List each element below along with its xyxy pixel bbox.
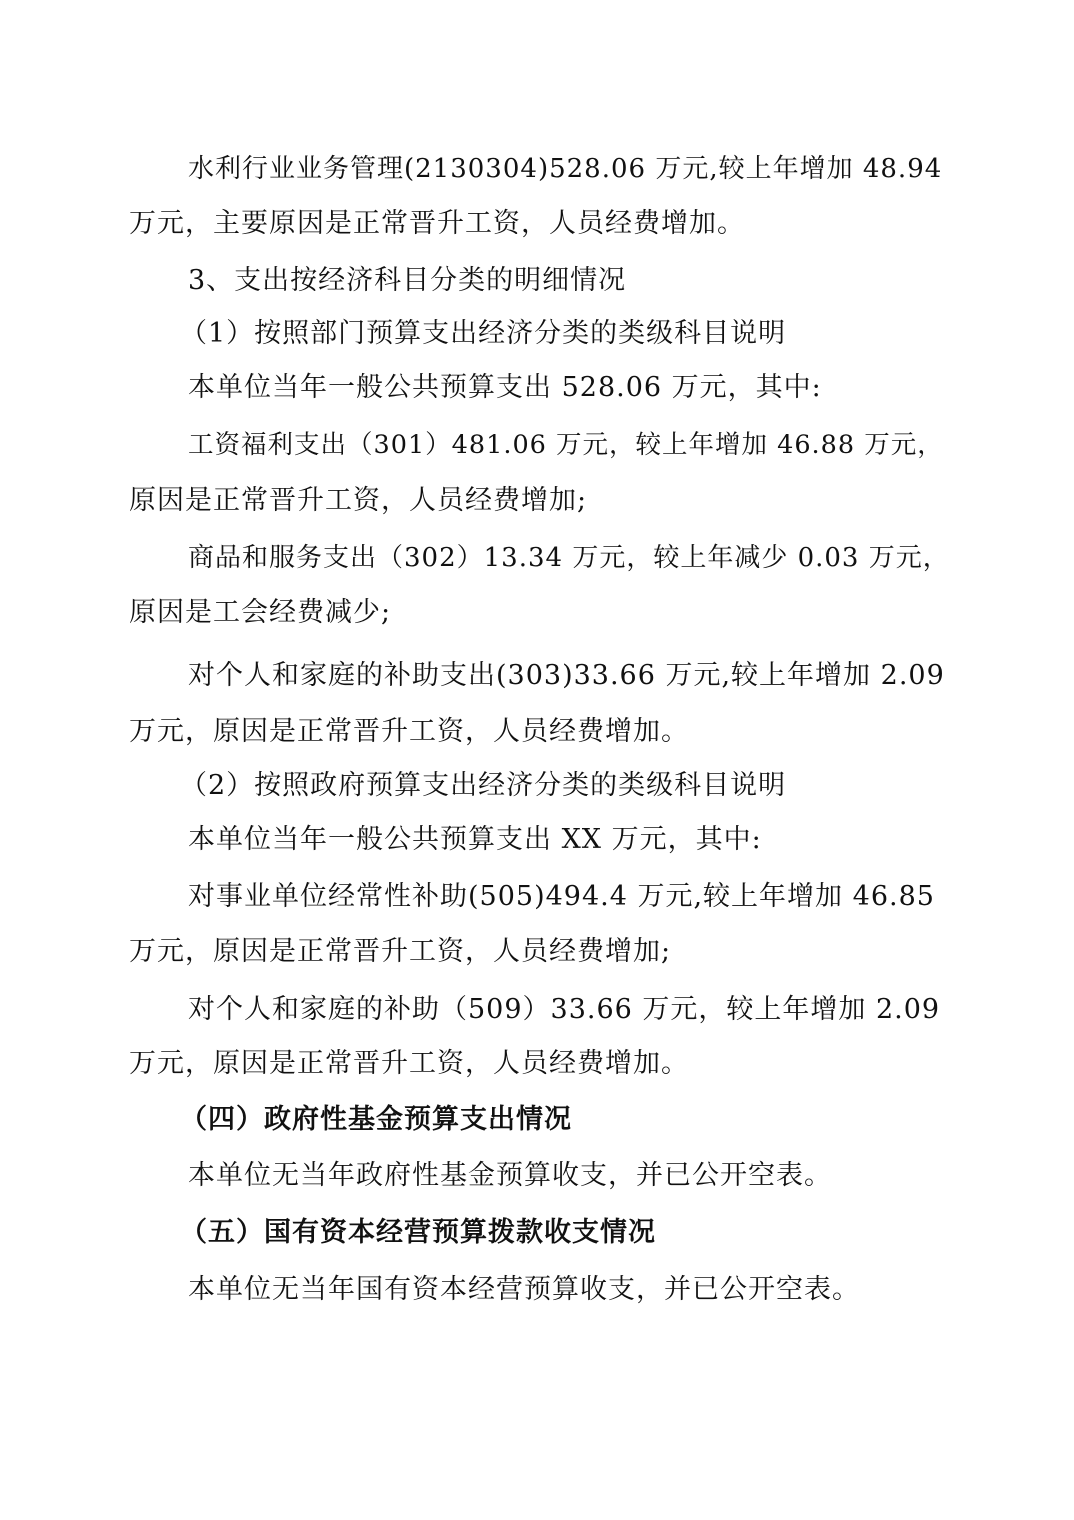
section-heading: 3、支出按经济科目分类的明细情况	[188, 265, 627, 296]
paragraph-line: 本单位无当年政府性基金预算收支，并已公开空表。	[188, 1160, 832, 1191]
paragraph-line: 原因是工会经费减少;	[129, 597, 392, 628]
paragraph-line: 万元，主要原因是正常晋升工资，人员经费增加。	[129, 208, 745, 239]
section-heading-bold: （五）国有资本经营预算拨款收支情况	[180, 1217, 656, 1248]
subsection-heading: （2）按照政府预算支出经济分类的类级科目说明	[180, 770, 787, 801]
paragraph-line: 商品和服务支出（302）13.34 万元，较上年减少 0.03 万元，	[188, 543, 950, 573]
paragraph-line: 对个人和家庭的补助（509）33.66 万元，较上年增加 2.09	[188, 994, 941, 1025]
paragraph-line: 本单位无当年国有资本经营预算收支，并已公开空表。	[188, 1274, 860, 1305]
section-heading-bold: （四）政府性基金预算支出情况	[180, 1104, 572, 1135]
paragraph-line: 本单位当年一般公共预算支出 528.06 万元，其中:	[188, 372, 822, 403]
paragraph-line: 本单位当年一般公共预算支出 XX 万元，其中:	[188, 824, 762, 855]
paragraph-line: 水利行业业务管理(2130304)528.06 万元,较上年增加 48.94	[188, 154, 943, 184]
paragraph-line: 万元，原因是正常晋升工资，人员经费增加。	[129, 716, 689, 747]
paragraph-line: 万元，原因是正常晋升工资，人员经费增加;	[129, 936, 672, 967]
paragraph-line: 对事业单位经常性补助(505)494.4 万元,较上年增加 46.85	[188, 881, 935, 912]
subsection-heading: （1）按照部门预算支出经济分类的类级科目说明	[180, 318, 787, 349]
paragraph-line: 对个人和家庭的补助支出(303)33.66 万元,较上年增加 2.09	[188, 660, 945, 691]
paragraph-line: 原因是正常晋升工资，人员经费增加;	[129, 485, 588, 516]
paragraph-line: 工资福利支出（301）481.06 万元，较上年增加 46.88 万元，	[188, 430, 944, 460]
paragraph-line: 万元，原因是正常晋升工资，人员经费增加。	[129, 1048, 689, 1079]
